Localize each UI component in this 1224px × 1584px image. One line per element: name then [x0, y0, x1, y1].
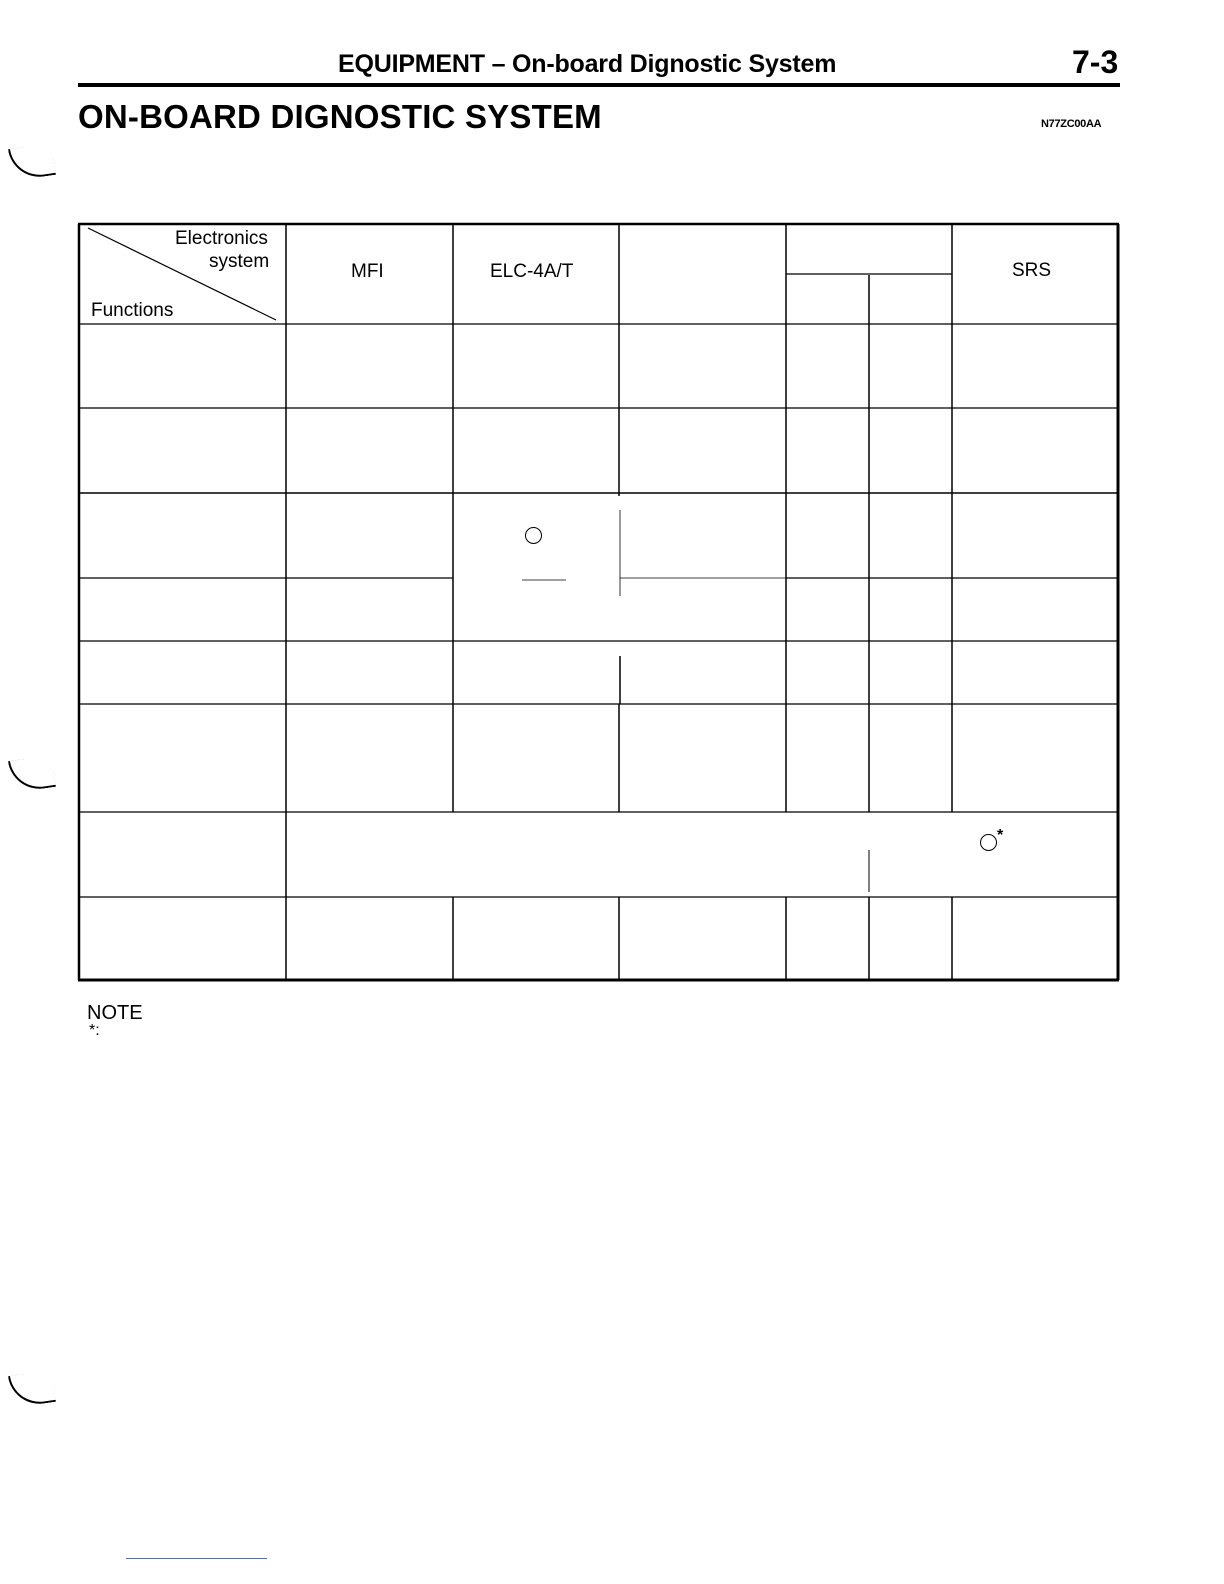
elc-row3-circle-mark	[525, 527, 542, 544]
srs-row7-asterisk: *	[997, 827, 1004, 844]
running-header-title: EQUIPMENT – On-board Dignostic System	[338, 50, 837, 78]
note-asterisk-marker: *:	[89, 1022, 100, 1039]
column-header-elc-4at: ELC-4A/T	[490, 261, 574, 282]
srs-row7-circle-mark	[980, 834, 997, 851]
corner-label-functions: Functions	[91, 300, 174, 321]
column-header-srs: SRS	[1012, 260, 1052, 281]
note-label: NOTE	[87, 1002, 143, 1024]
page-number: 7-3	[1072, 44, 1119, 80]
column-header-mfi: MFI	[351, 261, 384, 282]
footer-rule	[126, 1558, 267, 1559]
corner-label-electronics: Electronics	[175, 228, 268, 249]
document-code: N77ZC00AA	[1041, 118, 1102, 130]
section-title: ON-BOARD DIGNOSTIC SYSTEM	[78, 98, 602, 135]
corner-label-system: system	[209, 251, 270, 272]
